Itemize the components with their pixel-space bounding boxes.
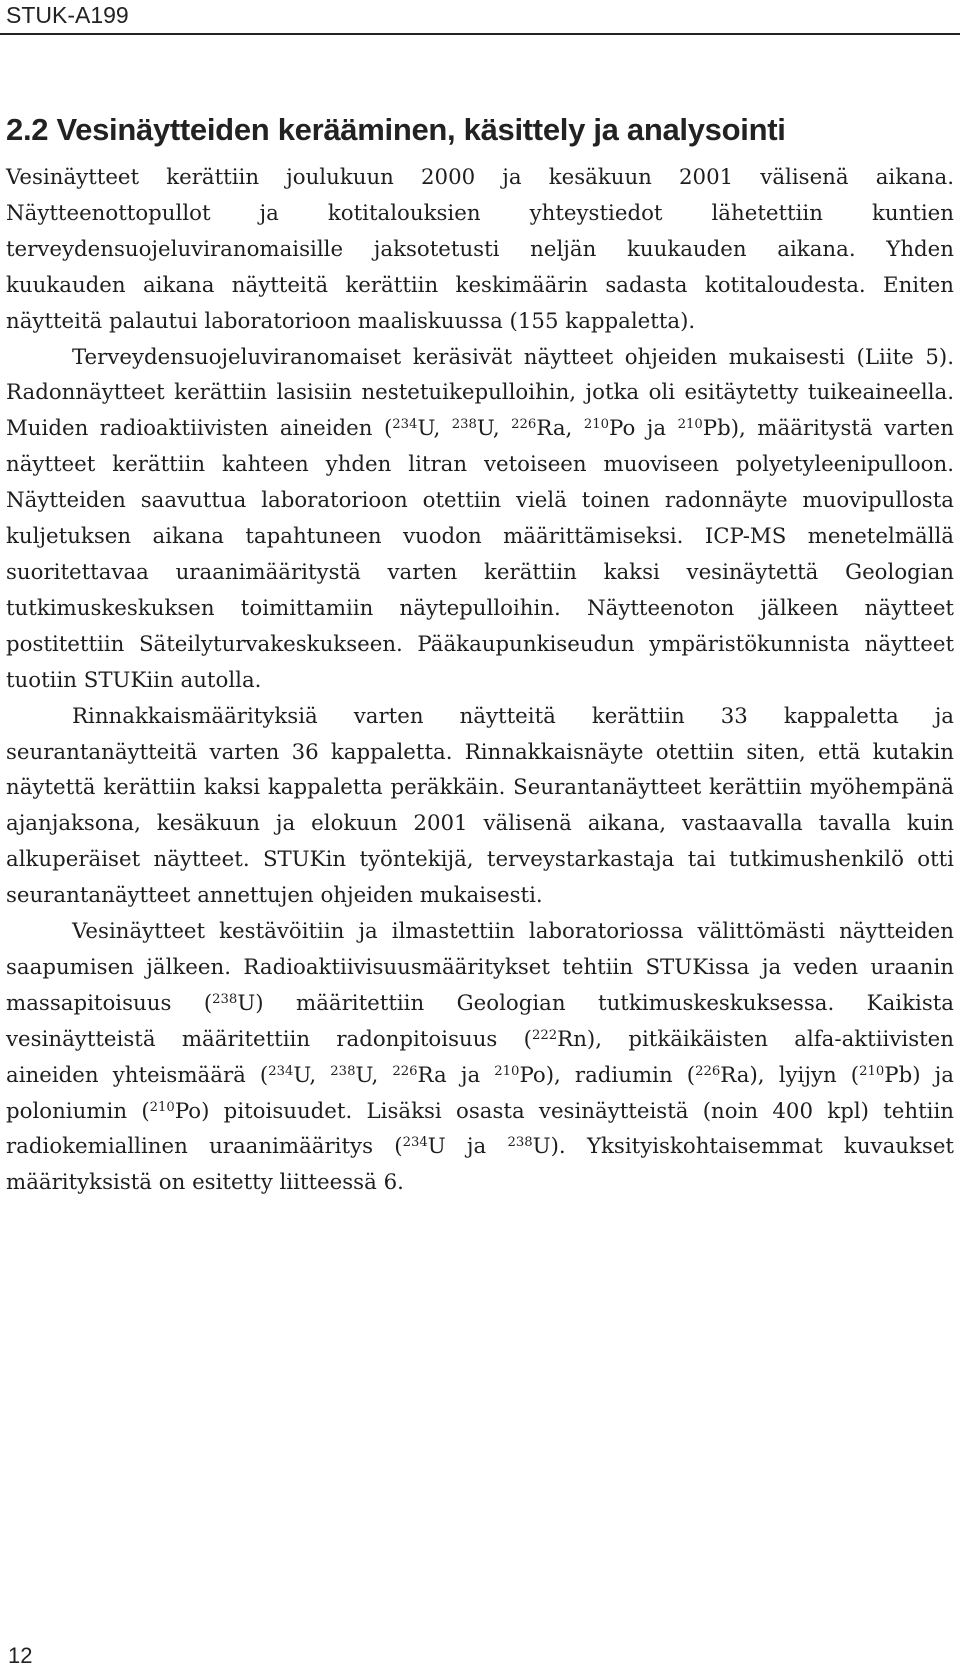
- isotope-mass: 210: [677, 417, 703, 433]
- report-code: STUK-A199: [6, 2, 129, 28]
- isotope-mass: 234: [392, 417, 418, 433]
- isotope-mass: 226: [695, 1063, 721, 1079]
- isotope-mass: 238: [330, 1063, 356, 1079]
- section-heading: 2.2 Vesinäytteiden kerääminen, käsittely ja analysointi: [6, 112, 786, 147]
- isotope-mass: 226: [392, 1063, 418, 1079]
- isotope-mass: 226: [511, 417, 537, 433]
- isotope-mass: 222: [532, 1027, 558, 1043]
- paragraph-4: Vesinäytteet kestävöitiin ja ilmastettiin laboratoriossa välittömästi näytteiden saapumisen jälkeen. Radioaktiivisuusmääritykset tehtiin STUKissa ja veden uraanin massapitoisuus ($^{238}$U) määritettiin Geologian tutkimuskeskuksessa. Kaikista vesinäytteistä määritettiin radonpitoisuus ($^{222}$Rn), pitkäikäisten alfa-aktiivisten aineiden yhteismäärä ($^{234}$U, $^{238}$U, $^{226}$Ra ja $^{210}$Po), radiumin ($^{226}$Ra), lyijyn ($^{210}$Pb) ja poloniumin ($^{210}$Po) pitoisuudet. Lisäksi osasta vesinäytteistä (noin 400 kpl) tehtiin radiokemiallinen uraanimääritys ($^{234}$U ja $^{238}$U). Yksityiskohtaisemmat kuvaukset määrityksistä on esitetty liitteessä 6.: [6, 919, 955, 1196]
- page-number: 12: [8, 1643, 33, 1668]
- isotope-mass: 234: [268, 1063, 294, 1079]
- isotope-mass: 210: [494, 1063, 520, 1079]
- isotope-mass: 210: [859, 1063, 885, 1079]
- isotope-mass: 238: [212, 991, 238, 1007]
- header-divider: [0, 33, 960, 35]
- isotope-mass: 210: [583, 417, 609, 433]
- paragraph-3: Rinnakkaismäärityksiä varten näytteitä kerättiin 33 kappaletta ja seurantanäytteitä varten 36 kappaletta. Rinnakkaisnäyte otettiin siten, että kutakin näytettä kerättiin kaksi kappaletta peräkkäin. Seurantanäytteet kerättiin myöhempänä ajanjaksona, kesäkuun ja elokuun 2001 välisenä aikana, vastaavalla tavalla kuin alkuperäiset näytteet. STUKin työntekijä, terveystarkastaja tai tutkimushenkilö otti seurantanäytteet annettujen ohjeiden mukaisesti.: [6, 703, 954, 909]
- paragraph-1: Vesinäytteet kerättiin joulukuun 2000 ja kesäkuun 2001 välisenä aikana. Näytteenottopullot ja kotitalouksien yhteystiedot lähetettiin kuntien terveydensuojeluviranomaisille jaksotetusti neljän kuukauden aikana. Yhden kuukauden aikana näytteitä kerättiin keskimäärin sadasta kotitaloudesta. Eniten näytteitä palautui laboratorioon maaliskuussa (155 kappaletta).: [6, 165, 954, 334]
- paragraph-2: Terveydensuojeluviranomaiset keräsivät näytteet ohjeiden mukaisesti (Liite 5). Radonnäytteet kerättiin lasisiin nestetuikepulloihin, jotka oli esitäytetty tuikeaineella. Muiden radioaktiivisten aineiden ($^{234}$U, $^{238}$U, $^{226}$Ra, $^{210}$Po ja $^{210}$Pb), määritystä varten näytteet kerättiin kahteen yhden litran vetoiseen muoviseen polyetyleenipulloon. Näytteiden saavuttua laboratorioon otettiin vielä toinen radonnäyte muovipullosta kuljetuksen aikana tapahtuneen vuodon määrittämiseksi. ICP-MS menetelmällä suoritettavaa uraanimääritystä varten kerättiin kaksi vesinäytettä Geologian tutkimuskeskuksen toimittamiin näytepulloihin. Näytteenoton jälkeen näytteet postitettiin Säteilyturvakeskukseen. Pääkaupunkiseudun ympäristökunnista näytteet tuotiin STUKiin autolla.: [6, 344, 954, 693]
- isotope-mass: 234: [402, 1135, 428, 1151]
- isotope-mass: 210: [149, 1099, 175, 1115]
- isotope-mass: 238: [451, 417, 477, 433]
- section-body: [6, 160, 954, 1201]
- isotope-mass: 238: [507, 1135, 533, 1151]
